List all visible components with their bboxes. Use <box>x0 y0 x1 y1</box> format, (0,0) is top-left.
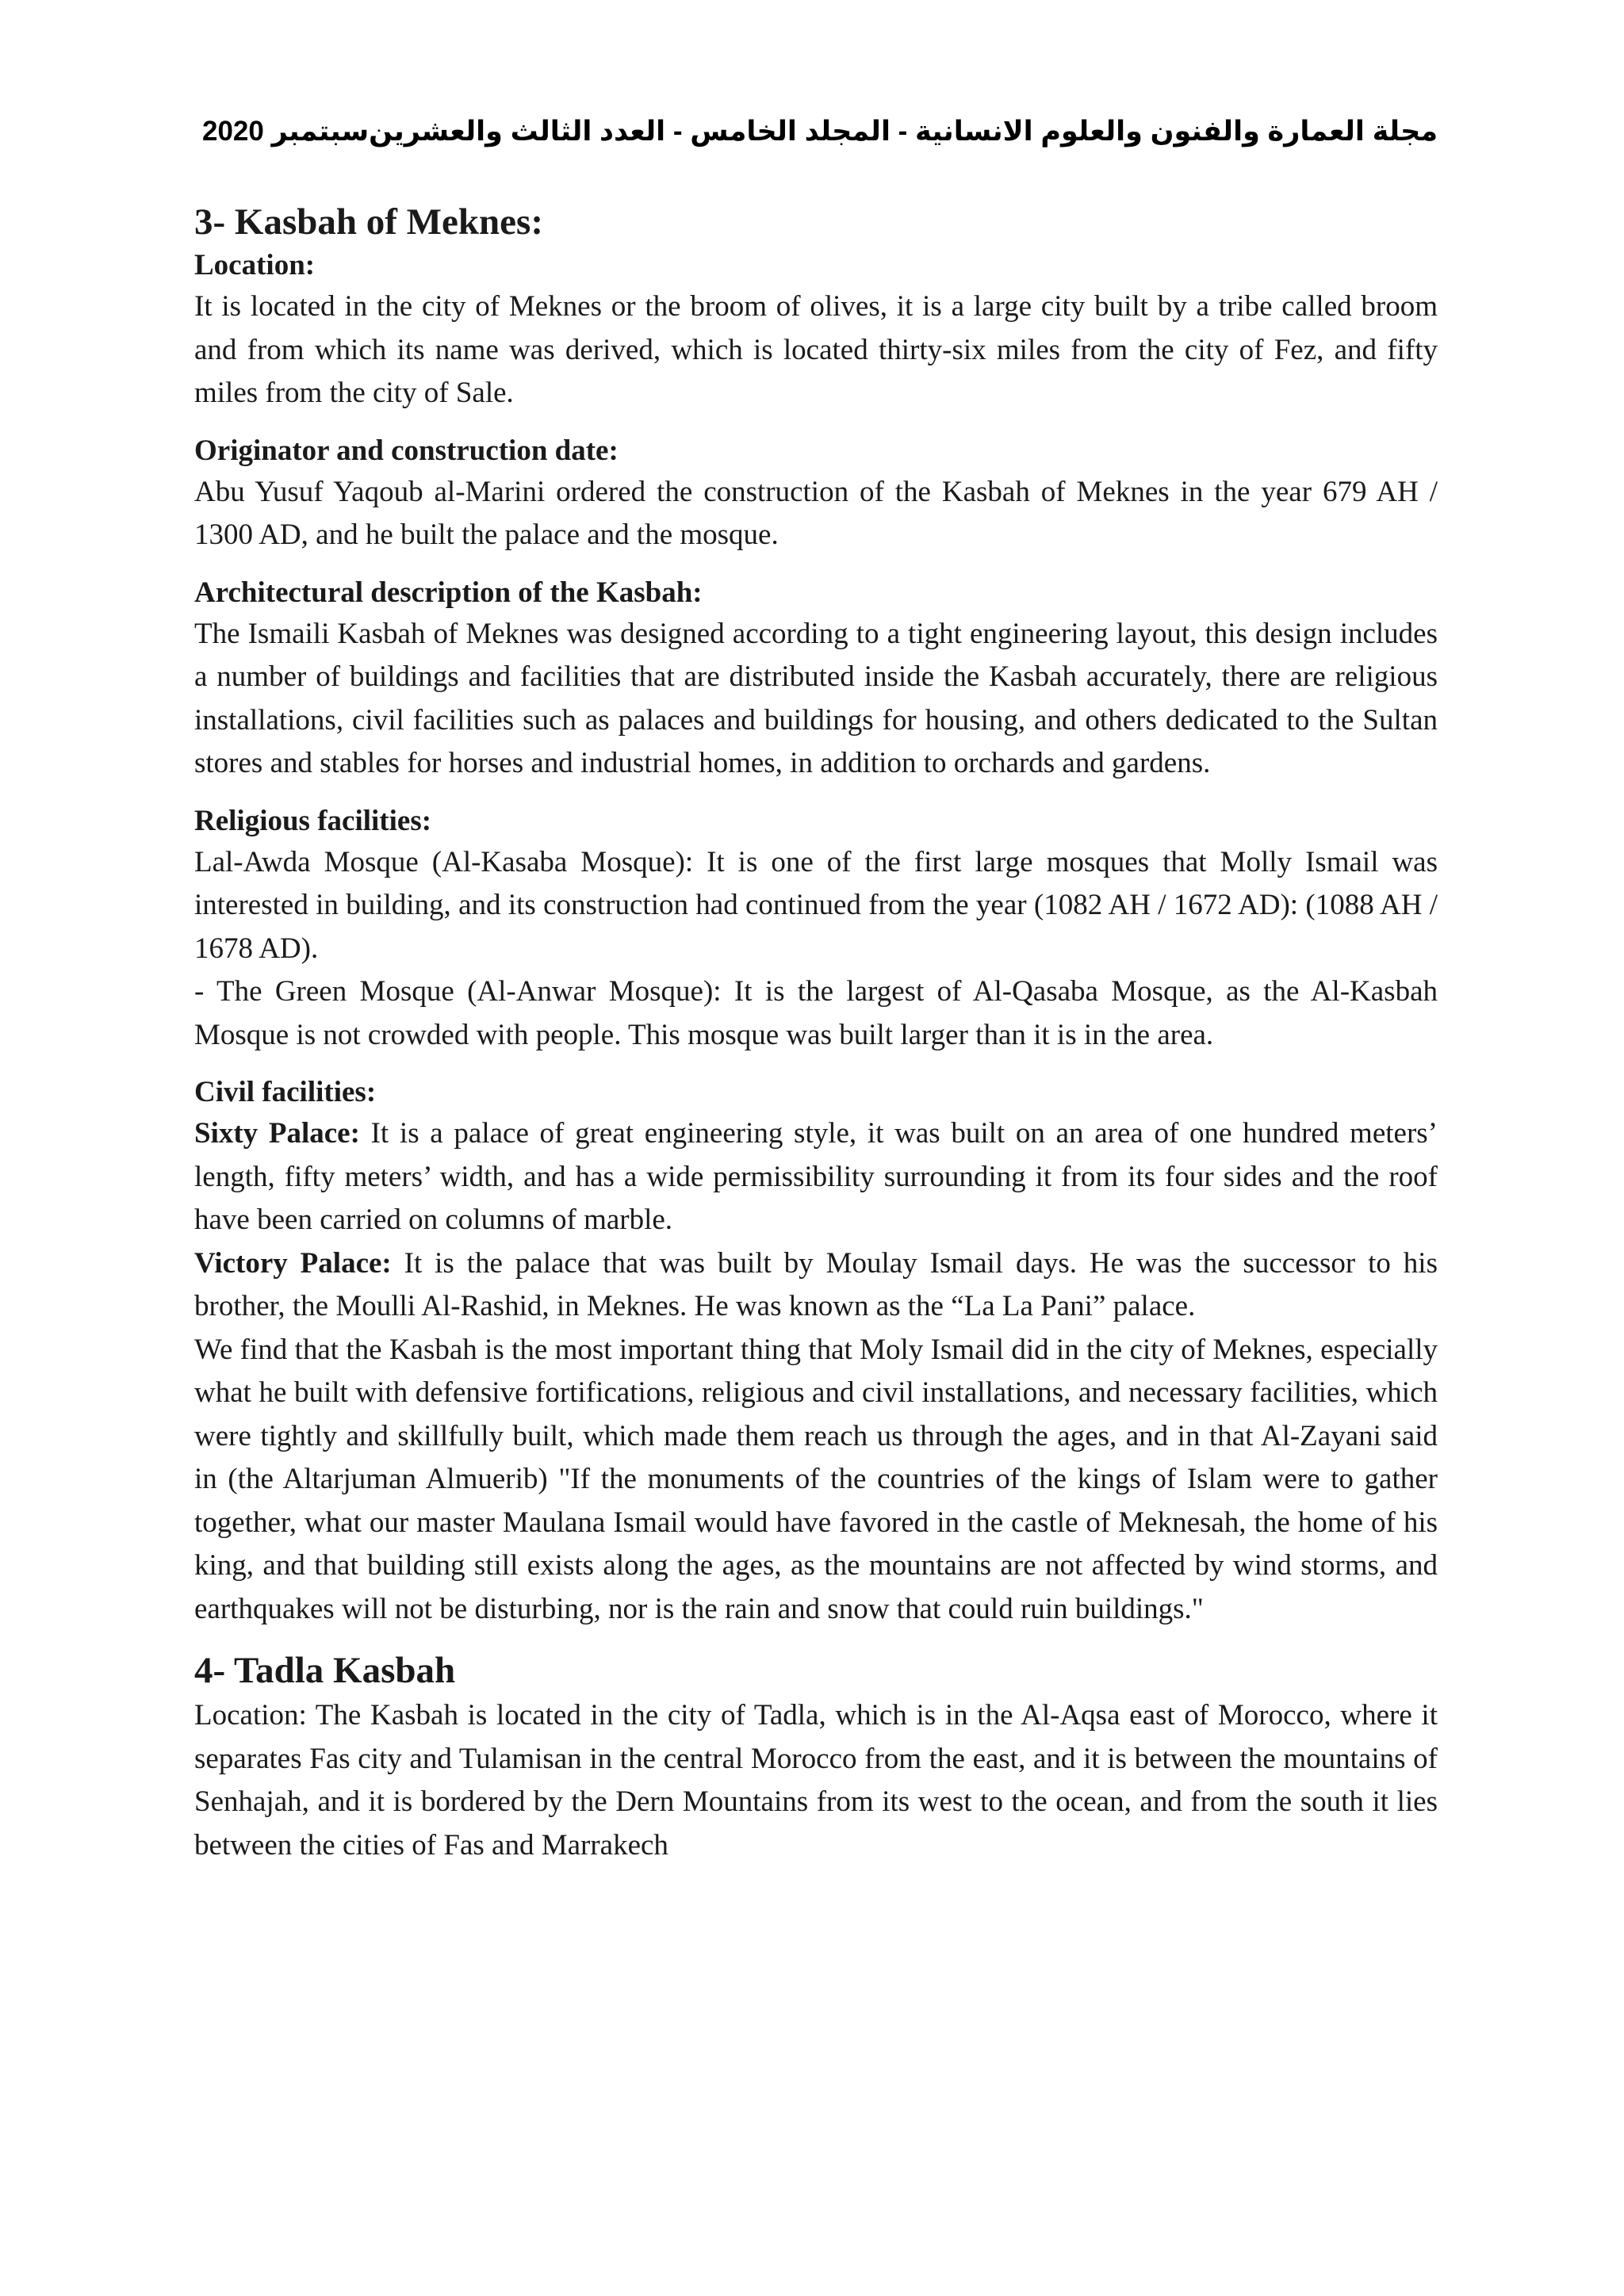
architecture-heading: Architectural description of the Kasbah: <box>194 576 703 609</box>
religious-paragraph-2: - The Green Mosque (Al-Anwar Mosque): It is the largest of Al-Qasaba Mosque, as the Al-Kasbah Mosque is not crowded with people. This mosque was built larger than it is in the area. <box>194 975 1438 1051</box>
sixty-palace-label: Sixty Palace: <box>194 1117 360 1150</box>
header-journal-title: مجلة العمارة والفنون والعلوم الانسانية - المجلد الخامس - العدد الثالث والعشرين <box>369 116 1438 147</box>
document-page <box>194 111 1438 1867</box>
tadla-location-paragraph: Location: The Kasbah is located in the city of Tadla, which is in the Al-Aqsa east of Morocco, where it separates Fas city and Tulamisan in the central Morocco from the east, and it is between the mountains of Senhajah, and it is bordered by the Dern Mountains from its west to the ocean, and from the south it lies between the cities of Fas and Marrakech <box>194 1699 1438 1862</box>
victory-palace-label: Victory Palace: <box>194 1246 392 1280</box>
running-header <box>194 111 1438 159</box>
religious-paragraph-1: Lal-Awda Mosque (Al-Kasaba Mosque): It is one of the first large mosques that Molly Ismail was interested in building, and its construction had continued from the year (1082 AH / 1672 AD): (1088 AH / 1678 AD). <box>194 845 1438 965</box>
sixty-palace-text: It is a palace of great engineering style, it was built on an area of one hundred meters’ length, fifty meters’ width, and has a wide permissibility surrounding it from its four sides and the roof have been carried on columns of marble. <box>194 1117 1438 1236</box>
religious-heading: Religious facilities: <box>194 804 432 837</box>
architecture-paragraph: The Ismaili Kasbah of Meknes was designed according to a tight engineering layout, this design includes a number of buildings and facilities that are distributed inside the Kasbah accurately, there are religious installations, civil facilities such as palaces and buildings for housing, and others dedicated to the Sultan stores and stables for horses and industrial homes, in addition to orchards and gardens. <box>194 617 1438 779</box>
location-heading: Location: <box>194 249 316 281</box>
victory-palace-text: It is the palace that was built by Moulay Ismail days. He was the successor to his brother, the Moulli Al-Rashid, in Meknes. He was known as the “La La Pani” palace. <box>194 1246 1438 1322</box>
civil-heading: Civil facilities: <box>194 1076 377 1108</box>
victory-palace-paragraph <box>194 1242 1438 1329</box>
originator-paragraph: Abu Yusuf Yaqoub al-Marini ordered the construction of the Kasbah of Meknes in the year 679 AH / 1300 AD, and he built the palace and the mosque. <box>194 475 1438 551</box>
section-4-title: 4- Tadla Kasbah <box>194 1650 456 1691</box>
sixty-palace-paragraph <box>194 1112 1438 1242</box>
conclusion-paragraph: We find that the Kasbah is the most important thing that Moly Ismail did in the city of Meknes, especially what he built with defensive fortifications, religious and civil installations, and necessary facilities, which were tightly and skillfully built, which made them reach us through the ages, and in that Al-Zayani said in (the Altarjuman Almuerib) "If the monuments of the countries of the kings of Islam were to gather together, what our master Maulana Ismail would have favored in the castle of Meknesah, the home of his king, and that building still exists along the ages, as the mountains are not affected by wind storms, and earthquakes will not be disturbing, nor is the rain and snow that could ruin buildings." <box>194 1333 1438 1625</box>
section-3-title: 3- Kasbah of Meknes: <box>194 201 543 243</box>
location-paragraph: It is located in the city of Meknes or the broom of olives, it is a large city built by a tribe called broom and from which its name was derived, which is located thirty-six miles from the city of Fez, and fifty miles from the city of Sale. <box>194 290 1438 409</box>
header-date: سبتمبر 2020 <box>202 116 370 147</box>
originator-heading: Originator and construction date: <box>194 434 619 467</box>
